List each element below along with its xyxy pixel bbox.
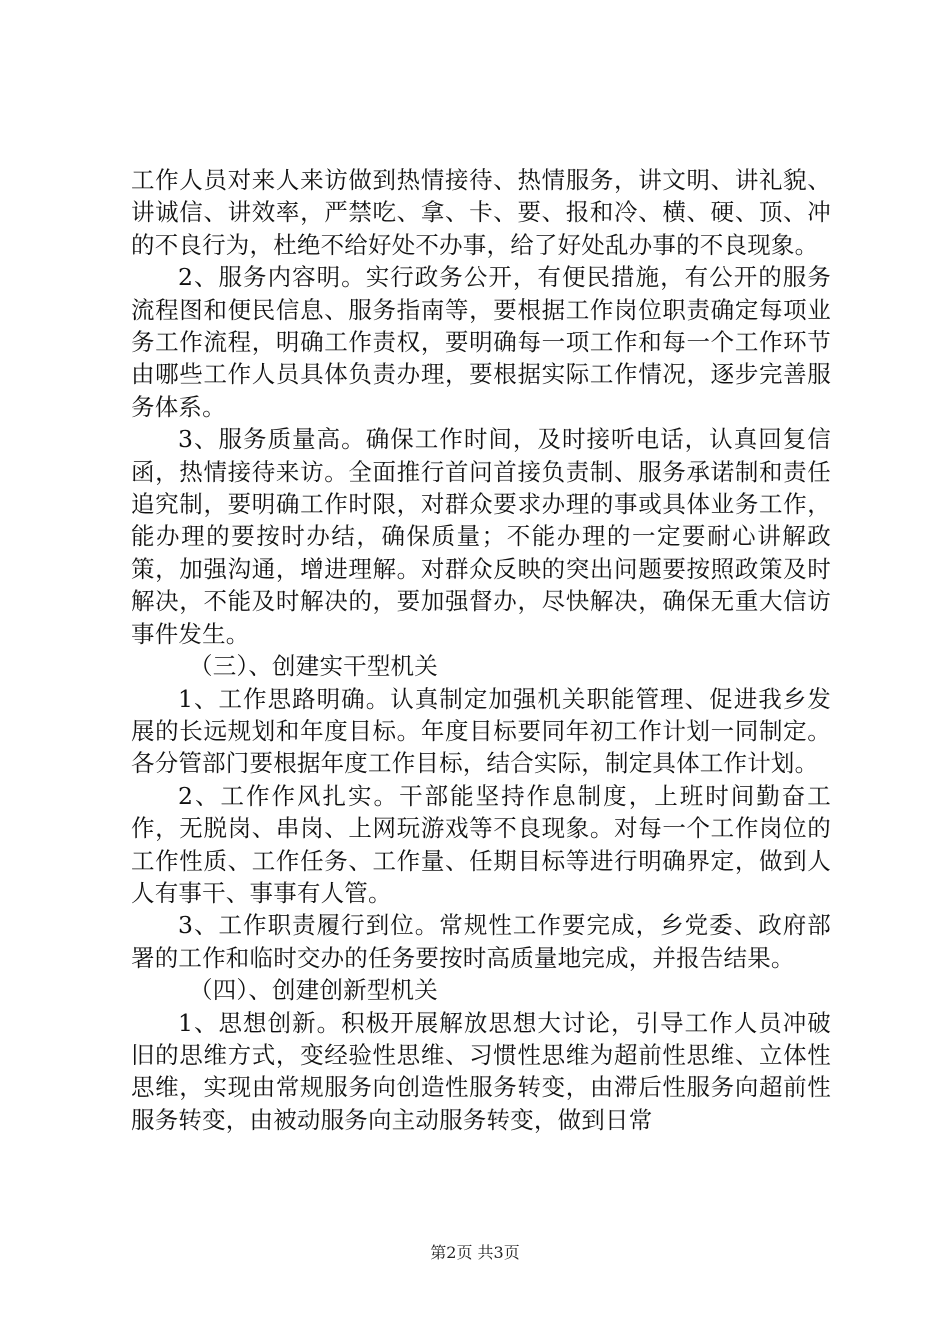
paragraph-work-ideas: 1、工作思路明确。认真制定加强机关职能管理、促进我乡发展的长远规划和年度目标。年度目标要同年初工作计划一同制定。各分管部门要根据年度工作目标，结合实际，制定具体工作计划。 [131,684,831,778]
section-heading-practical-organ: （三）、创建实干型机关 [189,652,438,681]
section-heading-innovative-organ: （四）、创建创新型机关 [189,976,438,1005]
paragraph-thought-innovation: 1、思想创新。积极开展解放思想大讨论，引导工作人员冲破旧的思维方式，变经验性思维、习惯性思维为超前性思维、立体性思维，实现由常规服务向创造性服务转变，由滞后性服务向超前性服务转变，由被动服务向主动服务转变，做到日常 [131,1008,831,1134]
paragraph-service-quality: 3、服务质量高。确保工作时间，及时接听电话，认真回复信函，热情接待来访。全面推行首问首接负责制、服务承诺制和责任追究制，要明确工作时限，对群众要求办理的事或具体业务工作，能办理的要按时办结，确保质量；不能办理的一定要耐心讲解政策，加强沟通，增进理解。对群众反映的突出问题要按照政策及时解决，不能及时解决的，要加强督办，尽快解决，确保无重大信访事件发生。 [131,425,831,648]
paragraph-continuation: 工作人员对来人来访做到热情接待、热情服务，讲文明、讲礼貌、讲诚信、讲效率，严禁吃、拿、卡、要、报和冷、横、硬、顶、冲的不良行为，杜绝不给好处不办事，给了好处乱办事的不良现象。 [131,166,831,259]
paragraph-work-duties: 3、工作职责履行到位。常规性工作要完成，乡党委、政府部署的工作和临时交办的任务要按时高质量地完成，并报告结果。 [131,911,831,972]
paragraph-work-style: 2、工作作风扎实。干部能坚持作息制度，上班时间勤奋工作，无脱岗、串岗、上网玩游戏等不良现象。对每一个工作岗位的工作性质、工作任务、工作量、任期目标等进行明确界定，做到人人有事干、事事有人管。 [131,781,831,907]
page-footer: 第2页 共3页 [430,1243,520,1262]
document-body [131,164,831,1136]
paragraph-service-content: 2、服务内容明。实行政务公开，有便民措施，有公开的服务流程图和便民信息、服务指南等，要根据工作岗位职责确定每项业务工作流程，明确工作责权，要明确每一项工作和每一个工作环节由哪些工作人员具体负责办理，要根据实际工作情况，逐步完善服务体系。 [131,263,831,421]
